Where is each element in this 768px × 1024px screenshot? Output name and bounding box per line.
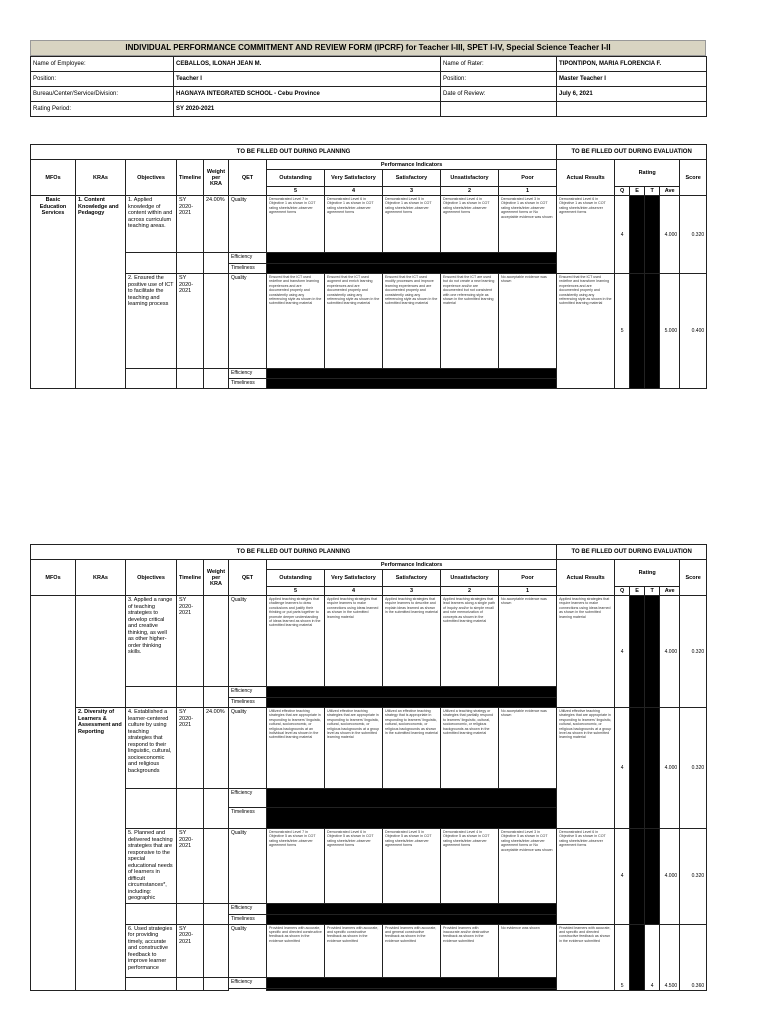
rating-t <box>645 596 660 708</box>
weight-cell <box>204 274 229 369</box>
indicator-unsatisfactory: Demonstrated Level 4 in Objective 1 as shown in COT rating sheets/inter-observer agreement forms <box>441 196 499 253</box>
blank-cell <box>441 102 557 117</box>
qet-header: QET <box>229 560 267 596</box>
blank-cell <box>177 903 204 924</box>
timeline-cell: SY 2020-2021 <box>177 196 204 253</box>
evaluation-header: TO BE FILLED OUT DURING EVALUATION <box>557 545 707 560</box>
rater-label: Name of Rater: <box>441 57 557 72</box>
position-label: Position: <box>31 72 174 87</box>
rater-position-label: Position: <box>441 72 557 87</box>
timeliness-label: Timeliness <box>229 698 267 708</box>
score-header: Score <box>680 560 707 596</box>
rater-value: TIPONTIPON, MARIA FLORENCIA F. <box>557 57 707 72</box>
quality-label: Quality <box>229 196 267 253</box>
mfos-header: MFOs <box>31 160 76 196</box>
blank-cell <box>126 369 177 389</box>
timeline-cell: SY 2020-2021 <box>177 829 204 904</box>
indicator-outstanding: Applied teaching strategies that challenge learners to draw conclusions and justify their thinking or put parts together to promote deeper understanding of ideas learned as shown in the submitted learning material <box>267 596 325 687</box>
indicator-very-satisfactory: Demonstrated Level 6 in Objective 5 as shown in COT rating sheets/inter-observer agreement forms <box>325 829 383 904</box>
rating-q: 5 <box>615 924 630 990</box>
rating-q: 4 <box>615 708 630 829</box>
indicator-satisfactory: Demonstrated Level 5 in Objective 1 as shown in COT rating sheets/inter-observer agreement forms <box>383 196 441 253</box>
timeline-cell: SY 2020-2021 <box>177 274 204 369</box>
score-cell: 0.320 <box>680 829 707 925</box>
scale-5: 5 <box>267 587 325 596</box>
blank-cell <box>204 253 229 274</box>
actual-result-cell: Demonstrated Level 6 in Objective 1 as shown in COT rating sheets/inter-observer agreement forms <box>557 196 615 274</box>
scale-4: 4 <box>325 187 383 196</box>
actual-results-header: Actual Results <box>557 160 615 196</box>
timeline-header: Timeline <box>177 560 204 596</box>
indicator-outstanding: Demonstrated Level 7 in Objective 1 as shown in COT rating sheets/inter-observer agreement forms <box>267 196 325 253</box>
timeliness-black-bar <box>267 379 557 389</box>
efficiency-label: Efficiency <box>229 369 267 379</box>
indicator-outstanding: Demonstrated Level 7 in Objective 5 as shown in COT rating sheets/inter-observer agreement forms <box>267 829 325 904</box>
indicator-poor: Demonstrated Level 3 in Objective 5 as shown in COT rating sheets/inter-observer agreement forms or No acceptable evidence was shown <box>499 829 557 904</box>
indicator-outstanding: Provided learners with accurate, specific and directed constructive feedback as shown in the evidence submitted <box>267 924 325 977</box>
timeliness-label: Timeliness <box>229 914 267 924</box>
position-value: Teacher I <box>174 72 441 87</box>
timeliness-label: Timeliness <box>229 808 267 829</box>
rating-ave: 5.000 <box>660 274 680 389</box>
timeliness-label: Timeliness <box>229 264 267 274</box>
blank-cell <box>204 687 229 708</box>
outstanding-header: Outstanding <box>267 570 325 587</box>
actual-result-cell: Utilized effective teaching strategies that are appropriate in responding to learners' linguistic, cultural, socioeconomic, or religious backgrounds at a group level as shown in the submitted learning material <box>557 708 615 829</box>
quality-label: Quality <box>229 596 267 687</box>
blank-cell <box>126 903 177 924</box>
efficiency-label: Efficiency <box>229 903 267 914</box>
blank-cell <box>126 977 177 990</box>
rating-e <box>630 196 645 274</box>
actual-results-header: Actual Results <box>557 560 615 596</box>
e-header: E <box>630 587 645 596</box>
mfo-cell: Basic Education Services <box>31 196 76 389</box>
weight-cell: 24.00% <box>204 196 229 253</box>
kras-header: KRAs <box>76 160 126 196</box>
rating-ave: 4.000 <box>660 708 680 829</box>
rating-header: Rating <box>615 560 680 587</box>
blank-cell <box>126 789 177 829</box>
blank-cell <box>177 253 204 274</box>
qet-header: QET <box>229 160 267 196</box>
very-satisfactory-header: Very Satisfactory <box>325 170 383 187</box>
timeliness-black-bar <box>267 914 557 924</box>
blank-cell <box>204 977 229 990</box>
score-cell: 0.360 <box>680 924 707 990</box>
indicator-poor: No acceptable evidence was shown <box>499 274 557 369</box>
quality-label: Quality <box>229 829 267 904</box>
rating-e <box>630 596 645 708</box>
objective-cell: 4. Established a learner-centered culture by using teaching strategies that respond to their linguistic, cultural, socioeconomic and religious backgrounds <box>126 708 177 789</box>
rating-t <box>645 829 660 925</box>
kra-cell <box>76 596 126 708</box>
review-date-label: Date of Review: <box>441 87 557 102</box>
actual-result-cell: Demonstrated Level 6 in Objective 5 as shown in COT rating sheets/inter-observer agreement forms <box>557 829 615 925</box>
efficiency-label: Efficiency <box>229 789 267 808</box>
blank-cell <box>177 687 204 708</box>
poor-header: Poor <box>499 570 557 587</box>
satisfactory-header: Satisfactory <box>383 570 441 587</box>
indicator-satisfactory: Utilized an effective teaching strategy that is appropriate in responding to learners' linguistic, cultural, socioeconomic, or religious backgrounds as shown in the submitted learning material <box>383 708 441 789</box>
blank-cell <box>126 253 177 274</box>
rating-header: Rating <box>615 160 680 187</box>
ipcrf-table-1 <box>30 144 707 389</box>
poor-header: Poor <box>499 170 557 187</box>
objective-cell: 2. Ensured the positive use of ICT to facilitate the teaching and learning process <box>126 274 177 369</box>
efficiency-black-bar <box>267 903 557 914</box>
employee-info-table <box>30 56 707 117</box>
efficiency-black-bar <box>267 977 557 988</box>
efficiency-black-bar <box>267 369 557 379</box>
timeline-header: Timeline <box>177 160 204 196</box>
ave-header: Ave <box>660 587 680 596</box>
t-header: T <box>645 187 660 196</box>
indicator-poor: No acceptable evidence was shown <box>499 596 557 687</box>
efficiency-label: Efficiency <box>229 977 267 988</box>
review-date-value: July 6, 2021 <box>557 87 707 102</box>
timeliness-label: Timeliness <box>229 379 267 389</box>
employee-label: Name of Employee: <box>31 57 174 72</box>
efficiency-label: Efficiency <box>229 687 267 698</box>
rating-period-value: SY 2020-2021 <box>174 102 441 117</box>
indicator-outstanding: Utilized effective teaching strategies that are appropriate in responding to learners' linguistic, cultural, socioeconomic, or religious backgrounds at an individual level as shown in the submitted learning material <box>267 708 325 789</box>
bureau-label: Bureau/Center/Service/Division: <box>31 87 174 102</box>
objective-cell: 3. Applied a range of teaching strategies to develop critical and creative thinking, as well as other higher-order thinking skills. <box>126 596 177 687</box>
ave-header: Ave <box>660 187 680 196</box>
blank-cell <box>204 789 229 829</box>
blank-cell <box>177 369 204 389</box>
blank-cell <box>177 977 204 990</box>
e-header: E <box>630 187 645 196</box>
score-cell: 0.320 <box>680 196 707 274</box>
q-header: Q <box>615 187 630 196</box>
rater-position-value: Master Teacher I <box>557 72 707 87</box>
quality-label: Quality <box>229 274 267 369</box>
weight-cell <box>204 829 229 904</box>
indicator-satisfactory: Applied teaching strategies that require learners to describe and explain ideas learned as shown in the submitted learning material <box>383 596 441 687</box>
scale-3: 3 <box>383 587 441 596</box>
indicator-satisfactory: Provided learners with accurate, and general constructive feedback as shown in the evidence submitted <box>383 924 441 977</box>
indicator-outstanding: Ensured that the ICT used redefine and transform learning experiences and are documented properly and consistently using any referencing style as shown in the submitted learning material <box>267 274 325 369</box>
efficiency-black-bar <box>267 687 557 698</box>
employee-value: CEBALLOS, ILONAH JEAN M. <box>174 57 441 72</box>
indicator-satisfactory: Demonstrated Level 5 in Objective 5 as shown in COT rating sheets/inter-observer agreement forms <box>383 829 441 904</box>
indicator-very-satisfactory: Provided learners with accurate, and specific constructive feedback as shown in the evidence submitted <box>325 924 383 977</box>
satisfactory-header: Satisfactory <box>383 170 441 187</box>
rating-period-label: Rating Period: <box>31 102 174 117</box>
indicator-unsatisfactory: Applied teaching strategies that lead learners along a single path of inquiry and/or to simple recall and rote memorization of concepts as shown in the submitted learning material <box>441 596 499 687</box>
rating-e <box>630 708 645 829</box>
unsatisfactory-header: Unsatisfactory <box>441 170 499 187</box>
scale-4: 4 <box>325 587 383 596</box>
objectives-header: Objectives <box>126 160 177 196</box>
blank-cell <box>204 903 229 924</box>
timeliness-black-bar <box>267 988 557 990</box>
efficiency-black-bar <box>267 253 557 264</box>
efficiency-black-bar <box>267 789 557 808</box>
rating-ave: 4.000 <box>660 829 680 925</box>
rating-t: 4 <box>645 924 660 990</box>
planning-header: TO BE FILLED OUT DURING PLANNING <box>31 145 557 160</box>
indicator-unsatisfactory: Provided learners with inaccurate and/or destructive feedback as shown in the evidence submitted <box>441 924 499 977</box>
weight-header: Weight per KRA <box>204 160 229 196</box>
rating-t <box>645 196 660 274</box>
scale-2: 2 <box>441 587 499 596</box>
objective-cell: 6. Used strategies for providing timely, accurate and constructive feedback to improve learner performance <box>126 924 177 977</box>
weight-cell: 24.00% <box>204 708 229 789</box>
actual-result-cell: Applied teaching strategies that require learners to make connections using ideas learned as shown in the submitted learning material <box>557 596 615 708</box>
indicator-poor: Demonstrated Level 3 in Objective 1 as shown in COT rating sheets/inter-observer agreement forms or No acceptable evidence was shown <box>499 196 557 253</box>
indicator-poor: No acceptable evidence was shown <box>499 708 557 789</box>
timeline-cell: SY 2020-2021 <box>177 924 204 977</box>
rating-t <box>645 708 660 829</box>
mfo-cell <box>31 596 76 991</box>
evaluation-header: TO BE FILLED OUT DURING EVALUATION <box>557 145 707 160</box>
efficiency-label: Efficiency <box>229 253 267 264</box>
weight-header: Weight per KRA <box>204 560 229 596</box>
scale-3: 3 <box>383 187 441 196</box>
rating-ave: 4.500 <box>660 924 680 990</box>
q-header: Q <box>615 587 630 596</box>
timeline-cell: SY 2020-2021 <box>177 596 204 687</box>
indicator-very-satisfactory: Demonstrated Level 6 in Objective 1 as shown in COT rating sheets/inter-observer agreement forms <box>325 196 383 253</box>
ipcrf-table-2 <box>30 544 707 991</box>
timeliness-black-bar <box>267 808 557 829</box>
blank-cell <box>229 988 267 990</box>
planning-header: TO BE FILLED OUT DURING PLANNING <box>31 545 557 560</box>
kra-cell: 2. Diversity of Learners & Assessment and Reporting <box>76 708 126 991</box>
score-header: Score <box>680 160 707 196</box>
mfos-header: MFOs <box>31 560 76 596</box>
rating-ave: 4.000 <box>660 596 680 708</box>
blank-cell <box>557 102 707 117</box>
unsatisfactory-header: Unsatisfactory <box>441 570 499 587</box>
indicator-satisfactory: Ensured that the ICT used modify processes and improve learning experiences and are documented properly and consistently using any referencing style as shown in the submitted learning material <box>383 274 441 369</box>
scale-5: 5 <box>267 187 325 196</box>
blank-cell <box>204 369 229 389</box>
rating-q: 4 <box>615 596 630 708</box>
blank-cell <box>126 687 177 708</box>
indicator-unsatisfactory: Utilized a teaching strategy or strategies that partially respond to learners' linguistic, cultural, socioeconomic, or religious backgrounds as shown in the submitted learning material <box>441 708 499 789</box>
rating-q: 4 <box>615 829 630 925</box>
indicator-unsatisfactory: Ensured that the ICT are used but do not create a new learning experience and/or are documented but not consistent with one referencing style as shown in the submitted learning material <box>441 274 499 369</box>
kra-cell: 1. Content Knowledge and Pedagogy <box>76 196 126 389</box>
score-cell: 0.320 <box>680 596 707 708</box>
scale-2: 2 <box>441 187 499 196</box>
rating-q: 5 <box>615 274 630 389</box>
scale-1: 1 <box>499 187 557 196</box>
timeline-cell: SY 2020-2021 <box>177 708 204 789</box>
rating-e <box>630 274 645 389</box>
actual-result-cell: Provided learners with accurate, and specific and directed constructive feedback as shown in the evidence submitted <box>557 924 615 990</box>
objectives-header: Objectives <box>126 560 177 596</box>
rating-e-black <box>630 924 645 990</box>
t-header: T <box>645 587 660 596</box>
indicator-very-satisfactory: Utilized effective teaching strategies that are appropriate in responding to learners' linguistic, cultural, socioeconomic, or religious backgrounds at a group level as shown in the submitted learning material <box>325 708 383 789</box>
indicator-poor: No evidence was shown <box>499 924 557 977</box>
timeliness-black-bar <box>267 264 557 274</box>
performance-indicators-header: Performance Indicators <box>267 560 557 570</box>
outstanding-header: Outstanding <box>267 170 325 187</box>
quality-label: Quality <box>229 708 267 789</box>
score-cell: 0.400 <box>680 274 707 389</box>
score-cell: 0.320 <box>680 708 707 829</box>
actual-result-cell: Ensured that the ICT used redefine and transform learning experiences and are documented properly and consistently using any referencing style as shown in the submitted learning material <box>557 274 615 389</box>
timeliness-black-bar <box>267 698 557 708</box>
kras-header: KRAs <box>76 560 126 596</box>
indicator-very-satisfactory: Ensured that the ICT used augment and enrich learning experiences and are documented properly and consistently using any referencing style as shown in the submitted learning material <box>325 274 383 369</box>
blank-cell <box>177 789 204 829</box>
rating-q: 4 <box>615 196 630 274</box>
bureau-value: HAGNAYA INTEGRATED SCHOOL - Cebu Province <box>174 87 441 102</box>
very-satisfactory-header: Very Satisfactory <box>325 570 383 587</box>
scale-1: 1 <box>499 587 557 596</box>
quality-label: Quality <box>229 924 267 977</box>
form-title: INDIVIDUAL PERFORMANCE COMMITMENT AND REVIEW FORM (IPCRF) for Teacher I-III, SPET I-IV, Special Science Teacher I-II <box>30 40 706 56</box>
rating-e <box>630 829 645 925</box>
indicator-unsatisfactory: Demonstrated Level 4 in Objective 5 as shown in COT rating sheets/inter-observer agreement forms <box>441 829 499 904</box>
indicator-very-satisfactory: Applied teaching strategies that require learners to make connections using ideas learned as shown in the submitted learning material <box>325 596 383 687</box>
objective-cell: 5. Planned and delivered teaching strategies that are responsive to the special educational needs of learners in difficult circumstances*, including: geographic <box>126 829 177 904</box>
weight-cell <box>204 596 229 687</box>
objective-cell: 1. Applied knowledge of content within and across curriculum teaching areas. <box>126 196 177 253</box>
performance-indicators-header: Performance Indicators <box>267 160 557 170</box>
rating-t <box>645 274 660 389</box>
weight-cell <box>204 924 229 977</box>
rating-ave: 4.000 <box>660 196 680 274</box>
